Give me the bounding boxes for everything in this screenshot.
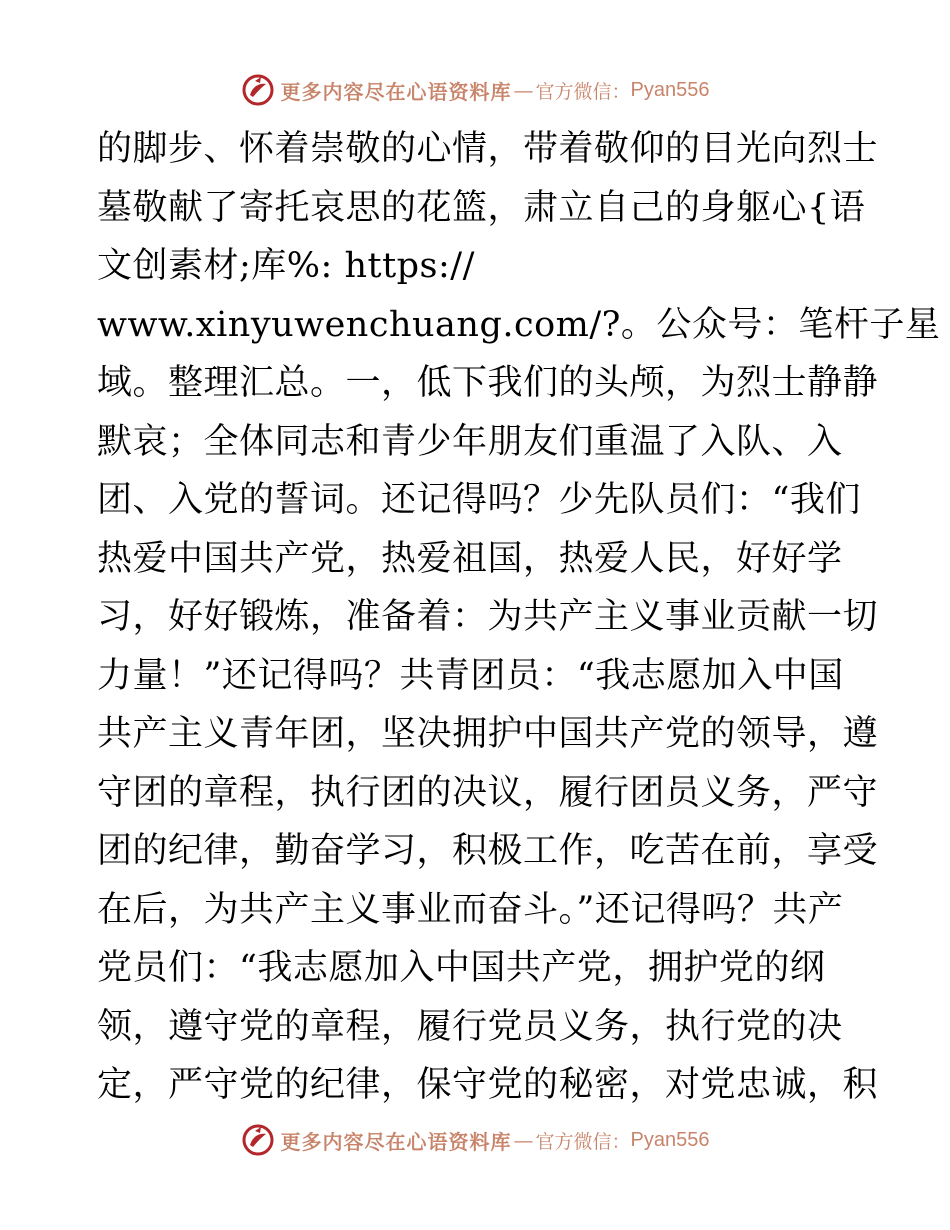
header-banner-title: 更多内容尽在心语资料库 [280, 79, 512, 104]
footer-banner-title: 更多内容尽在心语资料库 [280, 1129, 512, 1154]
document-body [97, 120, 941, 1115]
body-line: 团、入党的誓词。还记得吗？少先队员们：“我们 [97, 480, 861, 520]
body-line: 守团的章程，执行团的决议，履行团员义务，严守 [97, 772, 879, 813]
body-line: 团的纪律，勤奋学习，积极工作，吃苦在前，享受 [97, 831, 879, 871]
body-line: 热爱中国共产党，热爱祖国，热爱人民，好好学 [97, 538, 843, 579]
body-line: www.xinyuwenchuang.com/?。公众号：笔杆子星 [97, 304, 941, 345]
header-banner-separator: — [513, 78, 534, 102]
header-wechat-label: 官方微信： [535, 80, 631, 103]
footer-banner [0, 1120, 950, 1160]
body-line: 领，遵守党的章程，履行党员义务，执行党的决 [97, 1006, 843, 1047]
body-line: 域。整理汇总。一，低下我们的头颅，为烈士静静 [97, 363, 879, 403]
body-line: 墓敬献了寄托哀思的花篮，肃立自己的身躯心{语 [97, 187, 866, 228]
body-line: 默哀；全体同志和青少年朋友们重温了入队、入 [97, 421, 843, 462]
footer-wechat-handle: Pyan556 [630, 1128, 710, 1151]
body-line: 党员们：“我志愿加入中国共产党，拥护党的纲 [97, 948, 826, 988]
body-line: 力量！”还记得吗？共青团员：“我志愿加入中国 [97, 655, 844, 696]
footer-wechat-label: 官方微信： [535, 1130, 631, 1153]
body-line: 文创素材;库%: https:// [97, 246, 475, 286]
body-line: 在后，为共产主义事业而奋斗。”还记得吗？共产 [97, 889, 844, 930]
header-banner [0, 70, 950, 110]
body-line: 习，好好锻炼，准备着：为共产主义事业贡献一切 [97, 597, 879, 637]
brand-logo-icon [241, 73, 275, 107]
body-line: 共产主义青年团，坚决拥护中国共产党的领导，遵 [97, 714, 879, 754]
header-wechat-handle: Pyan556 [630, 78, 710, 101]
brand-logo-icon [241, 1123, 275, 1157]
body-line: 的脚步、怀着崇敬的心情，带着敬仰的目光向烈士 [97, 129, 879, 169]
body-line: 定，严守党的纪律，保守党的秘密，对党忠诚，积 [97, 1065, 879, 1105]
footer-banner-separator: — [513, 1128, 534, 1152]
